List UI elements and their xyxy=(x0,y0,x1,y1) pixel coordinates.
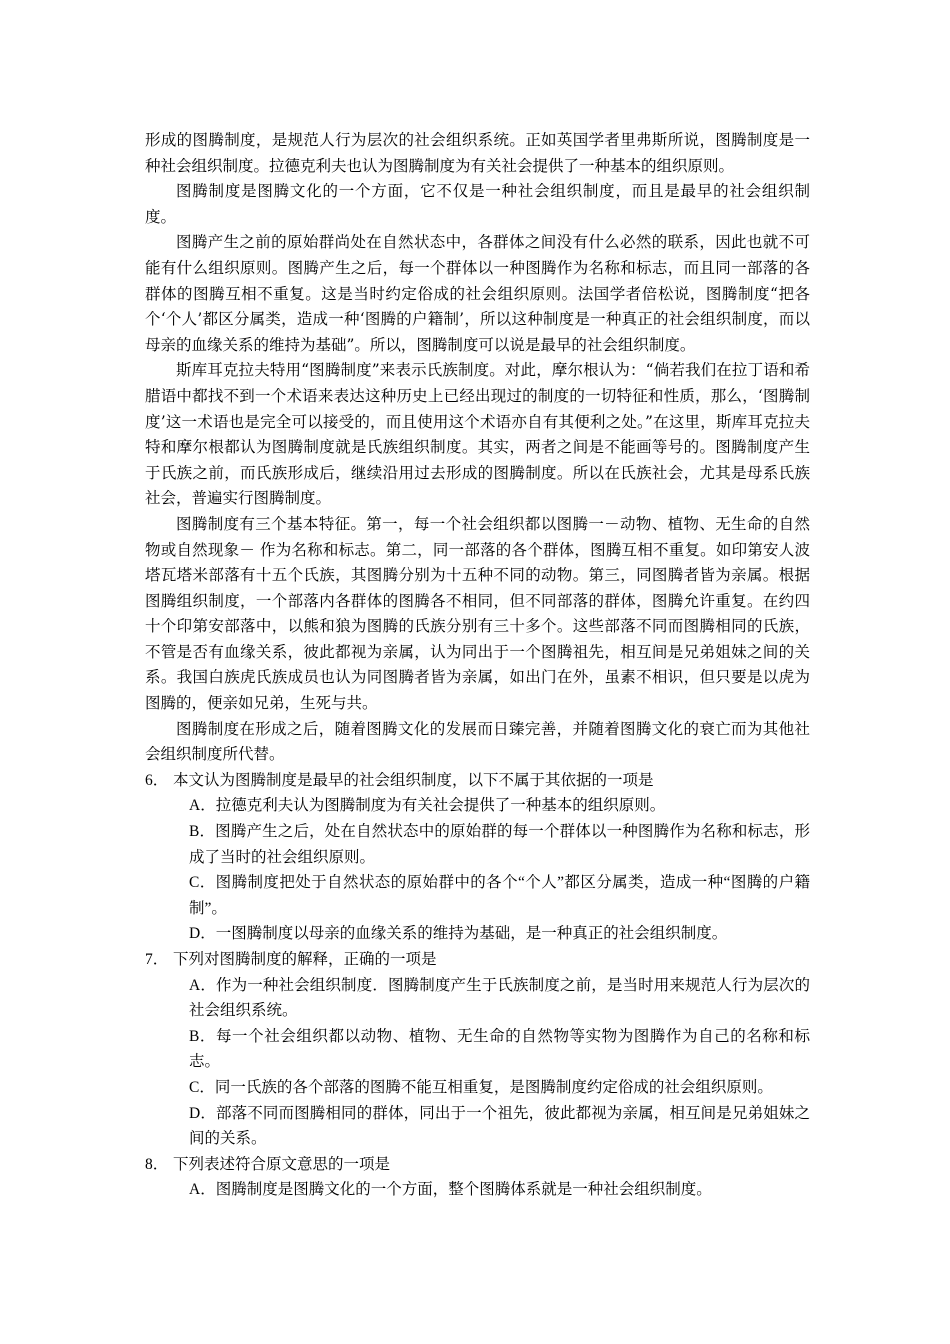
passage-paragraph: 图腾制度在形成之后，随着图腾文化的发展而日臻完善，并随着图腾文化的衰亡而为其他社会组织制度所代替。 xyxy=(145,719,810,764)
passage-paragraph: 形成的图腾制度，是规范人行为层次的社会组织系统。正如英国学者里弗斯所说，图腾制度是一种社会组织制度。拉德克利夫也认为图腾制度为有关社会提供了一种基本的组织原则。 xyxy=(145,131,810,175)
passage-paragraph: 图腾产生之前的原始群尚处在自然状态中，各群体之间没有什么必然的联系，因此也就不可能有什么组织原则。图腾产生之后，每一个群体以一种图腾作为名称和标志，而且同一部落的各群体的图腾互相不重复。这是当时约定俗成的社会组织原则。法国学者倍松说，图腾制度“把各个‘个人’都区分属类，造成一种‘图腾的户籍制’，所以这种制度是一种真正的社会组织制度，而以母亲的血缘关系的维持为基础”。所以，图腾制度可以说是最早的社会组织制度。 xyxy=(145,233,810,354)
option-letter: D． xyxy=(189,1104,216,1122)
question-8 xyxy=(145,1152,810,1203)
option-text: 图腾制度把处于自然状态的原始群中的各个“个人”都区分属类，造成一种“图腾的户籍制”。 xyxy=(189,874,810,917)
question-number: 6． xyxy=(145,771,169,789)
option-text: 每一个社会组织都以动物、植物、无生命的自然物等实物为图腾作为自己的名称和标志。 xyxy=(189,1027,810,1071)
option-letter: A． xyxy=(189,1181,216,1199)
question-stem xyxy=(145,768,810,794)
option-a xyxy=(145,1177,810,1203)
option-letter: D． xyxy=(189,925,216,943)
option-letter: B． xyxy=(189,1027,216,1045)
option-letter: A． xyxy=(189,976,216,994)
question-number: 7． xyxy=(145,951,169,968)
document-body xyxy=(145,128,810,1203)
option-d xyxy=(145,921,810,947)
question-text: 下列对图腾制度的解释，正确的一项是 xyxy=(173,951,437,968)
passage-paragraph: 斯库耳克拉夫特用“图腾制度”来表示氏族制度。对此，摩尔根认为：“倘若我们在拉丁语和希腊语中都找不到一个术语来表达这种历史上已经出现过的制度的一切特征和性质，那么，‘图腾制度’这一术语也是完全可以接受的，而且使用这个术语亦自有其便利之处。”在这里，斯库耳克拉夫特和摩尔根都认为图腾制度就是氏族组织制度。其实，两者之间是不能画等号的。图腾制度产生于氏族之前，而氏族形成后，继续沿用过去形成的图腾制度。所以在氏族社会，尤其是母系氏族社会，普遍实行图腾制度。 xyxy=(145,361,810,508)
question-number: 8． xyxy=(145,1155,169,1173)
option-text: 部落不同而图腾相同的群体，同出于一个祖先，彼此都视为亲属，相互间是兄弟姐妹之间的关系。 xyxy=(189,1104,810,1148)
option-text: 图腾制度是图腾文化的一个方面，整个图腾体系就是一种社会组织制度。 xyxy=(215,1181,712,1199)
passage-paragraph: 图腾制度是图腾文化的一个方面，它不仅是一种社会组织制度，而且是最早的社会组织制度。 xyxy=(145,182,810,226)
passage-paragraph: 图腾制度有三个基本特征。第一，每一个社会组织都以图腾一－动物、植物、无生命的自然物或自然现象－ 作为名称和标志。第二，同一部落的各个群体，图腾互相不重复。如印第安人波塔瓦塔米部落有十五个氏族，其图腾分别为十五种不同的动物。第三，同图腾者皆为亲属。根据图腾组织制度，一个部落内各群体的图腾各不相同，但不同部落的群体，图腾允许重复。在约四十个印第安部落中，以熊和狼为图腾的氏族分别有三十多个。这些部落不同而图腾相同的氏族，不管是否有血缘关系，彼此都视为亲属，认为同出于一个图腾祖先，相互间是兄弟姐妹之间的关系。我国白族虎氏族成员也认为同图腾者皆为亲属，如出门在外，虽素不相识，但只要是以虎为图腾的，便亲如兄弟，生死与共。 xyxy=(145,514,810,713)
option-b xyxy=(145,1024,810,1075)
option-letter: C． xyxy=(189,874,216,892)
option-c xyxy=(145,870,810,921)
question-text: 本文认为图腾制度是最早的社会组织制度，以下不属于其依据的一项是 xyxy=(173,771,654,789)
option-c xyxy=(145,1075,810,1101)
option-text: 同一氏族的各个部落的图腾不能互相重复，是图腾制度约定俗成的社会组织原则。 xyxy=(214,1078,773,1096)
option-text: 图腾产生之后，处在自然状态中的原始群的每一个群体以一种图腾作为名称和标志，形成了当时的社会组织原则。 xyxy=(189,823,810,866)
option-d xyxy=(145,1101,810,1152)
option-letter: C． xyxy=(189,1078,215,1096)
question-stem xyxy=(145,1152,810,1178)
option-text: 作为一种社会组织制度．图腾制度产生于氏族制度之前，是当时用来规范人行为层次的社会组织系统。 xyxy=(189,976,810,1020)
option-text: 一图腾制度以母亲的血缘关系的维持为基础，是一种真正的社会组织制度。 xyxy=(215,925,728,943)
question-6 xyxy=(145,768,810,947)
question-text: 下列表述符合原文意思的一项是 xyxy=(173,1155,391,1173)
question-7 xyxy=(145,947,810,1152)
option-a xyxy=(145,793,810,819)
passage xyxy=(145,128,810,768)
option-a xyxy=(145,973,810,1024)
question-stem xyxy=(145,947,810,973)
option-letter: B． xyxy=(189,823,216,841)
option-b xyxy=(145,819,810,870)
option-text: 拉德克利夫认为图腾制度为有关社会提供了一种基本的组织原则。 xyxy=(215,797,666,815)
question-list xyxy=(145,768,810,1203)
option-letter: A． xyxy=(189,797,216,815)
